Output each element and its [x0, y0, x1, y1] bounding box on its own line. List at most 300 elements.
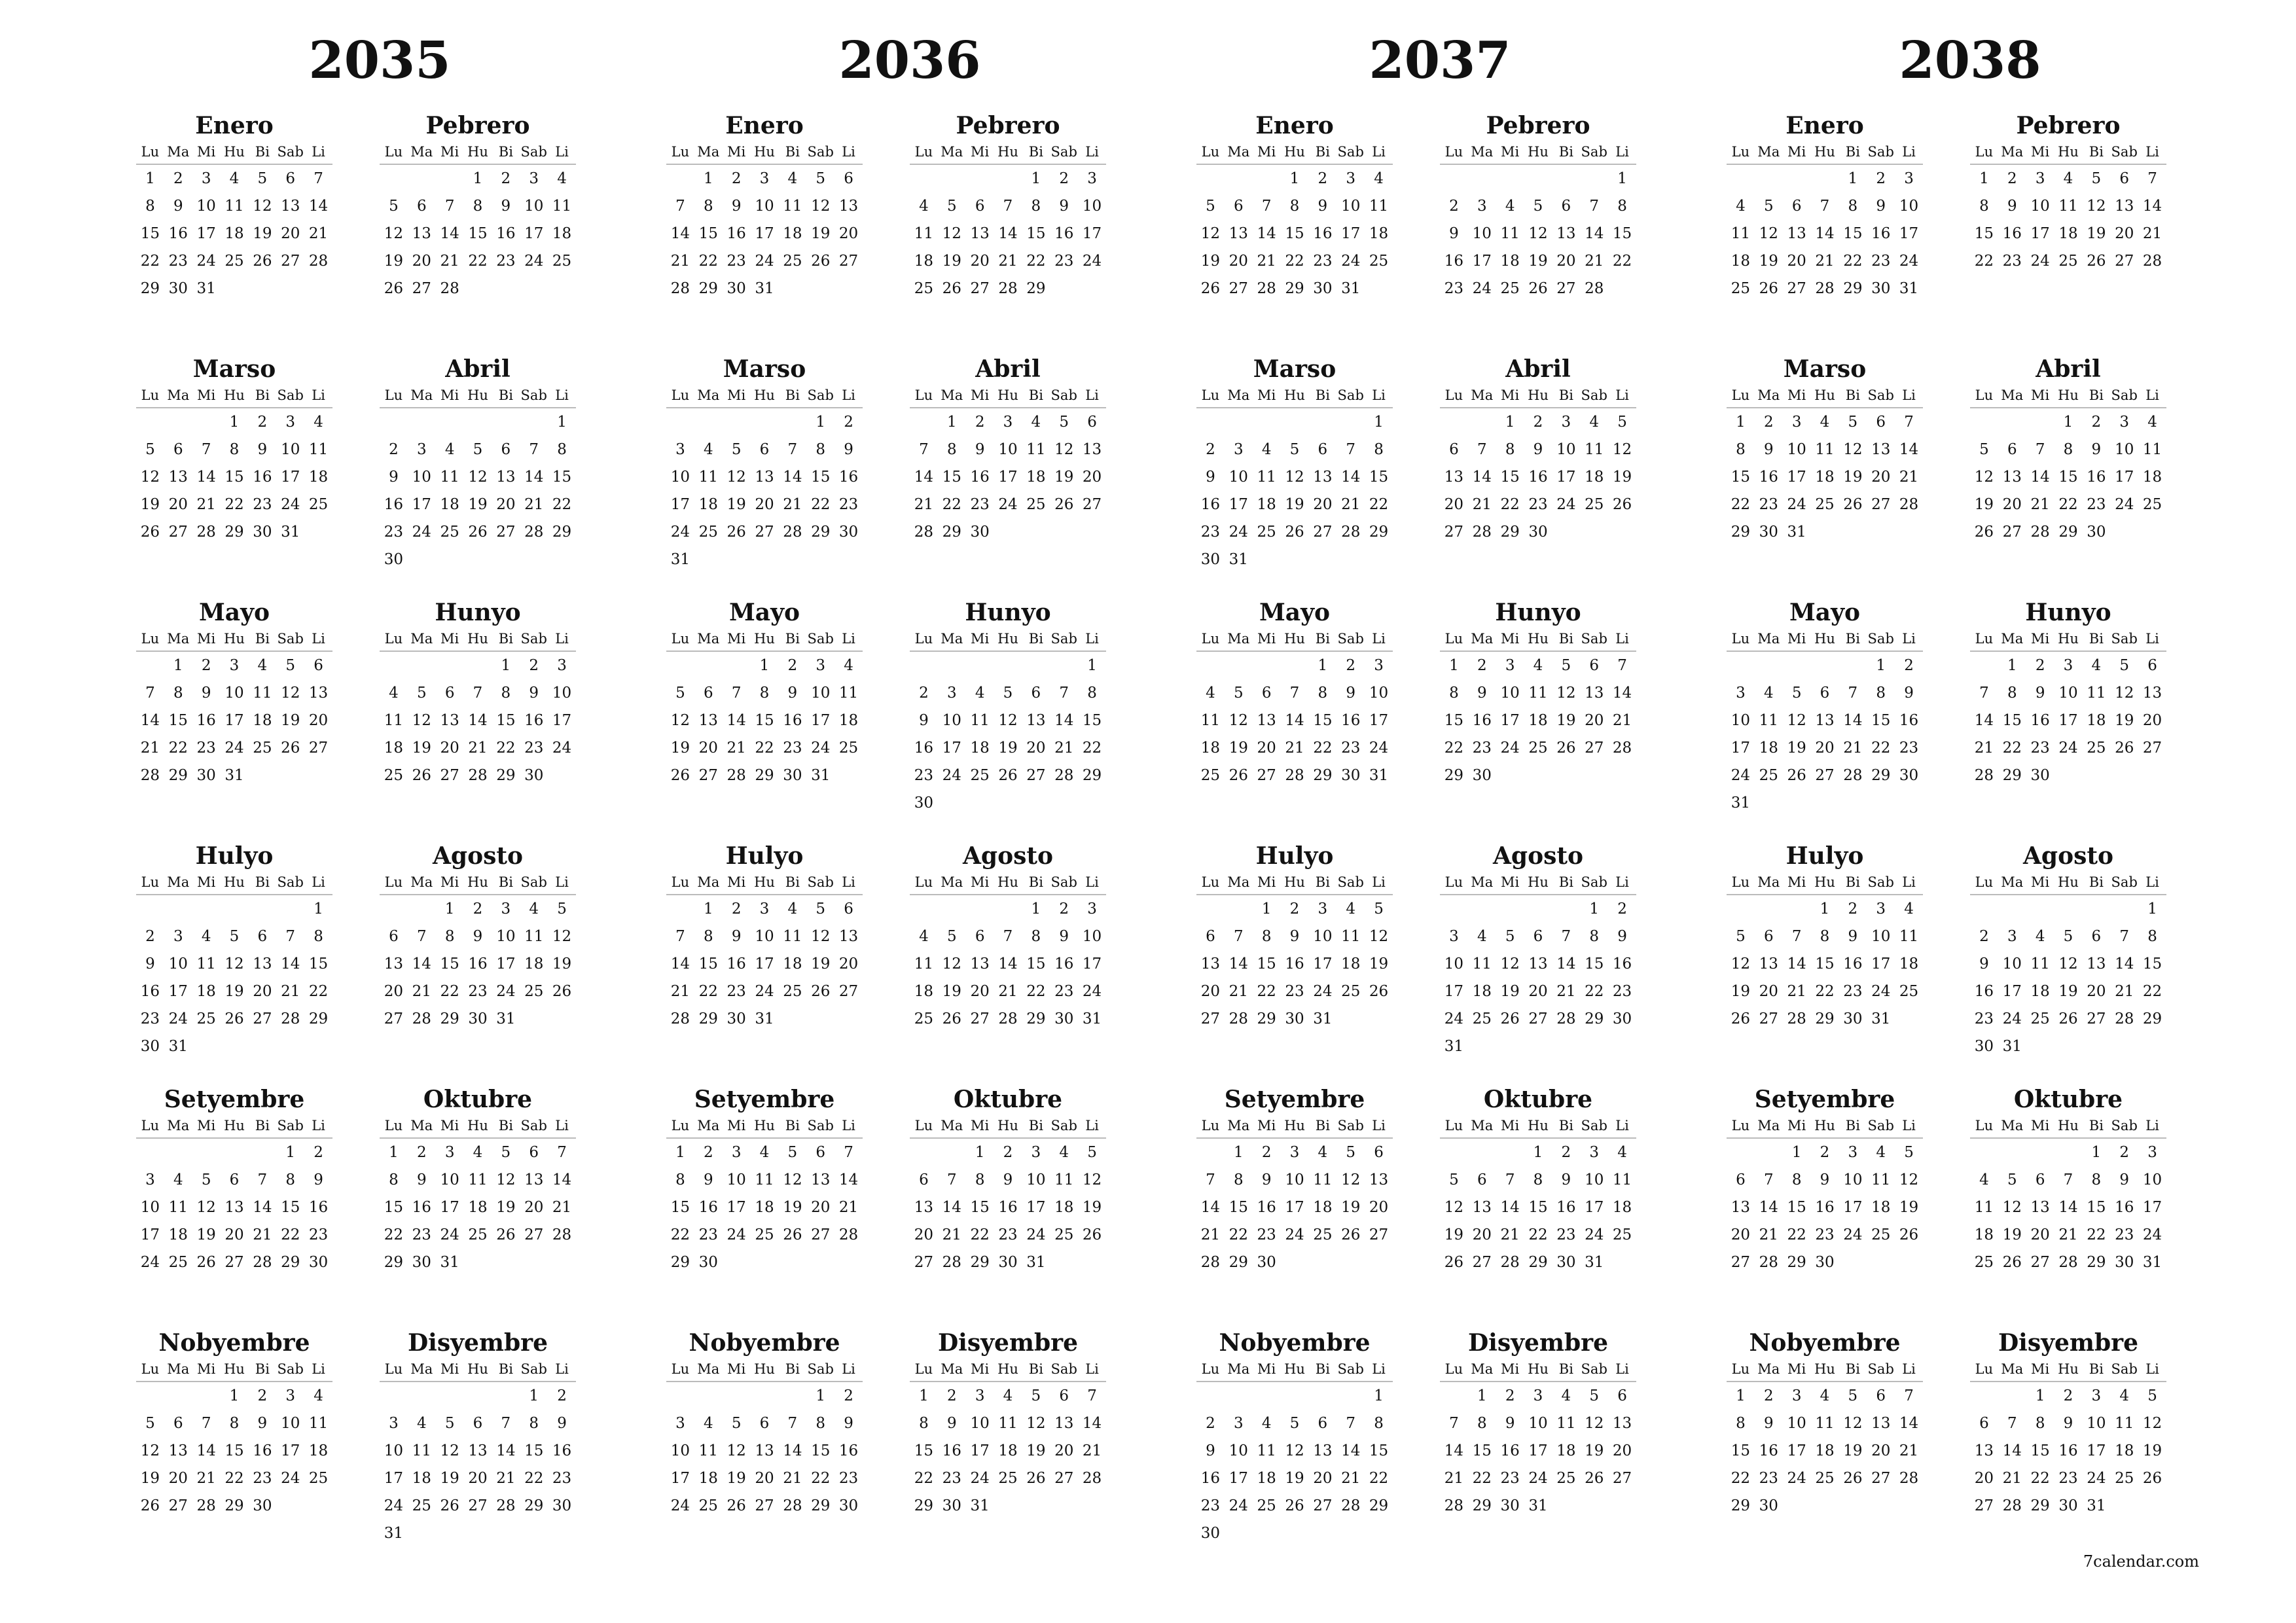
- month-block: [1970, 111, 2166, 275]
- day-cell: 1: [529, 1387, 539, 1404]
- day-cell: 26: [942, 280, 961, 297]
- day-cell: 11: [1899, 928, 1919, 945]
- day-cell: 27: [1556, 280, 1576, 297]
- day-cell: 3: [1561, 414, 1571, 431]
- day-cell: 24: [281, 496, 300, 513]
- week-row: [1727, 247, 1923, 275]
- day-cell: 19: [468, 496, 488, 513]
- day-cell: [548, 1005, 576, 1033]
- day-cell: 25: [1472, 1010, 1492, 1027]
- day-cell: 14: [1787, 955, 1806, 972]
- weekday-label: Lu: [1444, 1361, 1463, 1377]
- weekday-label: Sab: [1337, 631, 1364, 647]
- day-cell: [1196, 1382, 1225, 1410]
- weekday-label: Sab: [520, 1361, 547, 1377]
- day-cell: 19: [1759, 253, 1778, 270]
- day-cell: [723, 1382, 751, 1410]
- day-cell: 23: [2087, 496, 2106, 513]
- weekday-label: Ma: [941, 631, 963, 647]
- weekday-label: Hu: [997, 144, 1018, 160]
- day-cell: [1895, 789, 1923, 817]
- day-cell: 2: [1003, 1144, 1013, 1161]
- week-row: [1727, 275, 1923, 302]
- weekday-label: Lu: [1201, 1361, 1220, 1377]
- day-cell: [1608, 762, 1636, 789]
- day-cell: 10: [2142, 1171, 2162, 1188]
- week-row: [1196, 247, 1393, 275]
- day-cell: 25: [412, 1497, 431, 1514]
- weekday-label: Li: [312, 387, 325, 403]
- day-cell: 17: [2030, 225, 2050, 242]
- day-cell: 14: [942, 1199, 961, 1216]
- weekday-label: Bi: [1558, 874, 1573, 890]
- day-cell: 21: [783, 1470, 802, 1487]
- weekday-label: Li: [312, 874, 325, 890]
- day-cell: [834, 1005, 863, 1033]
- day-cell: 17: [2002, 983, 2022, 1000]
- day-cell: 30: [942, 1497, 961, 1514]
- day-cell: 3: [529, 170, 539, 187]
- day-cell: 22: [970, 1226, 990, 1243]
- weekday-label: Bi: [785, 387, 800, 403]
- day-cell: 23: [1500, 1470, 1520, 1487]
- day-cell: 24: [998, 496, 1018, 513]
- day-cell: 20: [1759, 983, 1778, 1000]
- week-row: [1727, 463, 1923, 491]
- day-cell: [1308, 1520, 1336, 1547]
- day-cell: 25: [1257, 524, 1276, 541]
- day-cell: [520, 1520, 548, 1547]
- day-cell: [1608, 1033, 1636, 1060]
- day-cell: 5: [675, 685, 685, 702]
- week-row: [1727, 192, 1923, 220]
- day-cell: 7: [1346, 441, 1356, 458]
- day-cell: 15: [1612, 225, 1632, 242]
- weekday-label: Bi: [785, 631, 800, 647]
- week-row: [1727, 1410, 1923, 1437]
- day-cell: 12: [1200, 225, 1221, 242]
- day-cell: [1867, 1492, 1895, 1520]
- day-cell: [666, 1382, 694, 1410]
- week-row: [910, 762, 1106, 789]
- day-cell: 30: [1612, 1010, 1632, 1027]
- weekday-header-row: [136, 1114, 332, 1139]
- day-cell: 14: [1472, 469, 1492, 486]
- month-title: Disyembre: [937, 1329, 1079, 1357]
- day-cell: [436, 165, 464, 192]
- day-cell: 25: [1815, 496, 1835, 513]
- day-cell: 6: [759, 1415, 770, 1432]
- day-cell: [248, 1033, 276, 1060]
- day-cell: 13: [224, 1199, 244, 1216]
- day-cell: 13: [1871, 441, 1891, 458]
- day-cell: 7: [1561, 928, 1571, 945]
- day-cell: [751, 1249, 779, 1276]
- day-cell: 6: [919, 1171, 929, 1188]
- day-cell: 17: [524, 225, 544, 242]
- weekday-label: Bi: [498, 144, 513, 160]
- day-cell: 30: [1556, 1254, 1576, 1271]
- day-cell: 7: [2119, 928, 2130, 945]
- day-cell: 6: [1374, 1144, 1384, 1161]
- day-cell: 4: [1533, 657, 1543, 674]
- day-cell: [304, 762, 332, 789]
- day-cell: [1552, 762, 1580, 789]
- day-cell: 10: [998, 441, 1018, 458]
- week-row: [1727, 652, 1923, 679]
- weekday-label: Lu: [141, 874, 160, 890]
- day-cell: 25: [1815, 1470, 1835, 1487]
- month-title: Mayo: [1789, 599, 1861, 626]
- week-row: [1440, 192, 1636, 220]
- day-cell: 10: [755, 198, 774, 215]
- weekday-label: Li: [1615, 1361, 1629, 1377]
- weekday-label: Mi: [1257, 1118, 1276, 1133]
- day-cell: 10: [1082, 198, 1102, 215]
- day-cell: [1225, 1382, 1253, 1410]
- day-cell: 26: [224, 1010, 244, 1027]
- day-cell: 17: [1229, 1470, 1248, 1487]
- day-cell: 8: [946, 441, 957, 458]
- weekday-header-row: [1196, 1357, 1393, 1382]
- day-cell: 2: [2007, 170, 2017, 187]
- week-row: [136, 463, 332, 491]
- day-cell: 16: [1444, 253, 1464, 270]
- day-cell: 20: [468, 1470, 488, 1487]
- day-cell: 25: [253, 740, 272, 757]
- day-cell: 22: [914, 1470, 934, 1487]
- day-cell: 29: [2087, 1254, 2106, 1271]
- day-cell: 14: [2142, 198, 2162, 215]
- weekday-label: Li: [1615, 874, 1629, 890]
- day-cell: 21: [1200, 1226, 1221, 1243]
- day-cell: [694, 652, 723, 679]
- day-cell: 21: [1257, 253, 1276, 270]
- day-cell: 9: [473, 928, 483, 945]
- day-cell: 10: [496, 928, 516, 945]
- day-cell: 7: [2007, 1415, 2017, 1432]
- week-row: [1970, 1465, 2166, 1492]
- day-cell: 29: [1472, 1497, 1492, 1514]
- day-cell: 18: [1612, 1199, 1632, 1216]
- day-cell: 22: [1815, 983, 1835, 1000]
- day-cell: 29: [2002, 767, 2022, 784]
- day-cell: [1196, 165, 1225, 192]
- weekday-label: Sab: [1867, 874, 1894, 890]
- day-cell: [694, 546, 723, 573]
- weekday-label: Ma: [1227, 1361, 1250, 1377]
- weekday-label: Mi: [440, 874, 459, 890]
- day-cell: 4: [473, 1144, 483, 1161]
- day-cell: 27: [1787, 280, 1806, 297]
- week-row: [1970, 652, 2166, 679]
- weekday-label: Hu: [1528, 387, 1549, 403]
- weekday-label: Mi: [1257, 1361, 1276, 1377]
- weekday-label: Li: [842, 387, 855, 403]
- day-cell: 2: [1763, 414, 1774, 431]
- weekday-label: Mi: [727, 1118, 746, 1133]
- day-cell: 9: [1318, 198, 1328, 215]
- day-cell: 4: [389, 685, 399, 702]
- day-cell: [1998, 1382, 2026, 1410]
- day-cell: 4: [844, 657, 853, 674]
- day-cell: 17: [1229, 496, 1248, 513]
- day-cell: 23: [2115, 1226, 2134, 1243]
- day-cell: 19: [1556, 712, 1576, 729]
- day-cell: [1496, 1139, 1524, 1166]
- day-cell: [1365, 1520, 1393, 1547]
- day-cell: 6: [1736, 1171, 1746, 1188]
- day-cell: 14: [998, 955, 1018, 972]
- day-cell: [1225, 1520, 1253, 1547]
- day-cell: 28: [1229, 1010, 1248, 1027]
- day-cell: 22: [384, 1226, 404, 1243]
- day-cell: 30: [1200, 1525, 1221, 1542]
- day-cell: 28: [1444, 1497, 1464, 1514]
- day-cell: 8: [557, 441, 567, 458]
- day-cell: 17: [2142, 1199, 2162, 1216]
- day-cell: 27: [838, 983, 859, 1000]
- month-title: Oktubre: [953, 1086, 1063, 1113]
- weekday-label: Ma: [1757, 874, 1780, 890]
- day-cell: 15: [1369, 1442, 1389, 1459]
- day-cell: 4: [919, 198, 929, 215]
- day-cell: 24: [2142, 1226, 2162, 1243]
- day-cell: [492, 408, 520, 436]
- day-cell: 12: [998, 712, 1018, 729]
- day-cell: 7: [145, 685, 155, 702]
- weekday-label: Bi: [2089, 1118, 2104, 1133]
- day-cell: 28: [496, 1497, 516, 1514]
- day-cell: [1755, 789, 1783, 817]
- day-cell: 17: [2058, 712, 2078, 729]
- day-cell: [1365, 275, 1393, 302]
- day-cell: 9: [1449, 225, 1459, 242]
- day-cell: [304, 1492, 332, 1520]
- day-cell: 18: [412, 1470, 431, 1487]
- day-cell: 20: [412, 253, 431, 270]
- day-cell: 13: [308, 685, 329, 702]
- week-row: [380, 491, 576, 518]
- day-cell: 22: [2142, 983, 2162, 1000]
- day-cell: [2026, 1139, 2054, 1166]
- day-cell: 15: [2030, 1442, 2050, 1459]
- day-cell: 30: [253, 524, 272, 541]
- day-cell: 30: [726, 1010, 746, 1027]
- day-cell: 3: [1031, 1144, 1041, 1161]
- day-cell: 6: [816, 1144, 826, 1161]
- weekday-label: Ma: [1471, 631, 1494, 647]
- day-cell: 5: [1206, 198, 1215, 215]
- day-cell: 26: [1500, 1010, 1520, 1027]
- week-row: [910, 463, 1106, 491]
- week-row: [1727, 762, 1923, 789]
- day-cell: [408, 546, 436, 573]
- day-cell: 18: [1759, 740, 1778, 757]
- day-cell: 2: [473, 901, 483, 918]
- day-cell: [1196, 408, 1225, 436]
- month-block: [1970, 842, 2166, 1060]
- week-row: [1440, 275, 1636, 302]
- day-cell: 30: [524, 767, 544, 784]
- day-cell: 24: [1026, 1226, 1046, 1243]
- week-row: [666, 275, 863, 302]
- day-cell: 19: [1285, 496, 1304, 513]
- day-cell: 8: [1087, 685, 1097, 702]
- day-cell: [2026, 1033, 2054, 1060]
- day-cell: 26: [412, 767, 431, 784]
- day-cell: [1755, 165, 1783, 192]
- day-cell: 17: [224, 712, 244, 729]
- week-row: [1727, 734, 1923, 762]
- weekday-header-row: [1196, 140, 1393, 165]
- day-cell: 23: [942, 1470, 961, 1487]
- day-cell: 10: [224, 685, 244, 702]
- day-cell: 18: [2030, 983, 2050, 1000]
- weekday-label: Sab: [2111, 387, 2138, 403]
- day-cell: 31: [1528, 1497, 1548, 1514]
- weekday-header-row: [910, 383, 1106, 408]
- week-row: [136, 1139, 332, 1166]
- day-cell: 8: [229, 1415, 240, 1432]
- day-cell: 21: [1285, 740, 1304, 757]
- day-cell: 19: [942, 983, 961, 1000]
- day-cell: 7: [557, 1144, 567, 1161]
- day-cell: 20: [440, 740, 459, 757]
- day-cell: 30: [726, 280, 746, 297]
- day-cell: [1078, 275, 1106, 302]
- day-cell: [164, 1382, 192, 1410]
- year-title: 2036: [838, 31, 981, 90]
- month-title: Nobyembre: [158, 1329, 310, 1357]
- weekday-label: Mi: [727, 144, 746, 160]
- day-cell: 24: [496, 983, 516, 1000]
- day-cell: 4: [444, 441, 455, 458]
- weekday-label: Li: [555, 1361, 569, 1377]
- day-cell: 29: [384, 1254, 404, 1271]
- day-cell: 15: [168, 712, 188, 729]
- day-cell: 30: [384, 551, 404, 568]
- day-cell: [248, 1139, 276, 1166]
- day-cell: [548, 1249, 576, 1276]
- weekday-label: Lu: [671, 144, 690, 160]
- day-cell: [2082, 762, 2110, 789]
- day-cell: 4: [1261, 441, 1272, 458]
- week-row: [1196, 1249, 1393, 1276]
- day-cell: [1839, 789, 1867, 817]
- day-cell: 6: [1477, 1171, 1487, 1188]
- weekday-label: Mi: [2031, 144, 2050, 160]
- day-cell: 18: [914, 983, 934, 1000]
- day-cell: 3: [1791, 414, 1802, 431]
- week-row: [1440, 247, 1636, 275]
- day-cell: 17: [942, 740, 961, 757]
- day-cell: 4: [1820, 414, 1830, 431]
- day-cell: 2: [975, 414, 985, 431]
- day-cell: [1078, 1249, 1106, 1276]
- day-cell: 25: [698, 524, 718, 541]
- day-cell: 26: [1843, 1470, 1863, 1487]
- week-row: [380, 978, 576, 1005]
- month-title: Pebrero: [956, 112, 1060, 139]
- day-cell: [834, 546, 863, 573]
- weekday-label: Bi: [1315, 1118, 1330, 1133]
- weekday-label: Ma: [167, 144, 190, 160]
- month-title: Nobyembre: [689, 1329, 840, 1357]
- month-block: [666, 598, 863, 789]
- day-cell: [1970, 1382, 1998, 1410]
- weekday-label: Li: [2145, 387, 2159, 403]
- week-row: [1196, 491, 1393, 518]
- weekday-label: Mi: [197, 387, 216, 403]
- week-row: [666, 491, 863, 518]
- month-block: [666, 355, 863, 573]
- day-cell: 6: [2091, 928, 2102, 945]
- day-cell: 4: [1318, 1144, 1328, 1161]
- day-cell: [2026, 895, 2054, 923]
- weekday-label: Bi: [255, 631, 270, 647]
- day-cell: 21: [670, 253, 691, 270]
- weekday-label: Ma: [697, 1118, 720, 1133]
- day-cell: 3: [1087, 170, 1097, 187]
- day-cell: [276, 895, 304, 923]
- weekday-label: Mi: [1501, 144, 1520, 160]
- weekday-label: Lu: [1201, 631, 1220, 647]
- day-cell: 27: [308, 740, 329, 757]
- weekday-label: Hu: [2058, 631, 2079, 647]
- day-cell: 26: [811, 253, 831, 270]
- weekday-label: Hu: [997, 631, 1018, 647]
- day-cell: [938, 652, 966, 679]
- week-row: [380, 1382, 576, 1410]
- day-cell: 14: [783, 469, 802, 486]
- day-cell: 26: [670, 767, 691, 784]
- day-cell: 6: [2035, 1171, 2045, 1188]
- weekday-label: Bi: [785, 1118, 800, 1133]
- weekday-label: Bi: [255, 1361, 270, 1377]
- weekday-label: Sab: [520, 874, 547, 890]
- day-cell: 17: [670, 496, 691, 513]
- weekday-label: Bi: [255, 387, 270, 403]
- weekday-label: Hu: [224, 874, 245, 890]
- day-cell: 29: [1731, 1497, 1751, 1514]
- day-cell: 28: [281, 1010, 300, 1027]
- week-row: [136, 1437, 332, 1465]
- day-cell: 4: [703, 441, 713, 458]
- day-cell: 3: [1533, 1387, 1543, 1404]
- day-cell: 20: [698, 740, 718, 757]
- week-row: [1196, 436, 1393, 463]
- day-cell: 1: [1031, 170, 1041, 187]
- day-cell: 13: [1313, 469, 1333, 486]
- week-row: [666, 895, 863, 923]
- day-cell: 29: [2142, 1010, 2162, 1027]
- day-cell: 18: [914, 253, 934, 270]
- weekday-label: Bi: [2089, 387, 2104, 403]
- weekday-label: Lu: [1975, 1361, 1994, 1377]
- day-cell: 15: [1285, 225, 1304, 242]
- day-cell: 3: [1848, 1144, 1858, 1161]
- day-cell: 21: [783, 496, 802, 513]
- weekday-label: Lu: [1444, 387, 1463, 403]
- day-cell: 6: [1533, 928, 1543, 945]
- day-cell: 10: [196, 198, 216, 215]
- weekday-label: Sab: [1050, 387, 1077, 403]
- day-cell: [492, 275, 520, 302]
- day-cell: [492, 1382, 520, 1410]
- day-cell: 4: [703, 1415, 713, 1432]
- weekday-label: Hu: [1814, 1118, 1835, 1133]
